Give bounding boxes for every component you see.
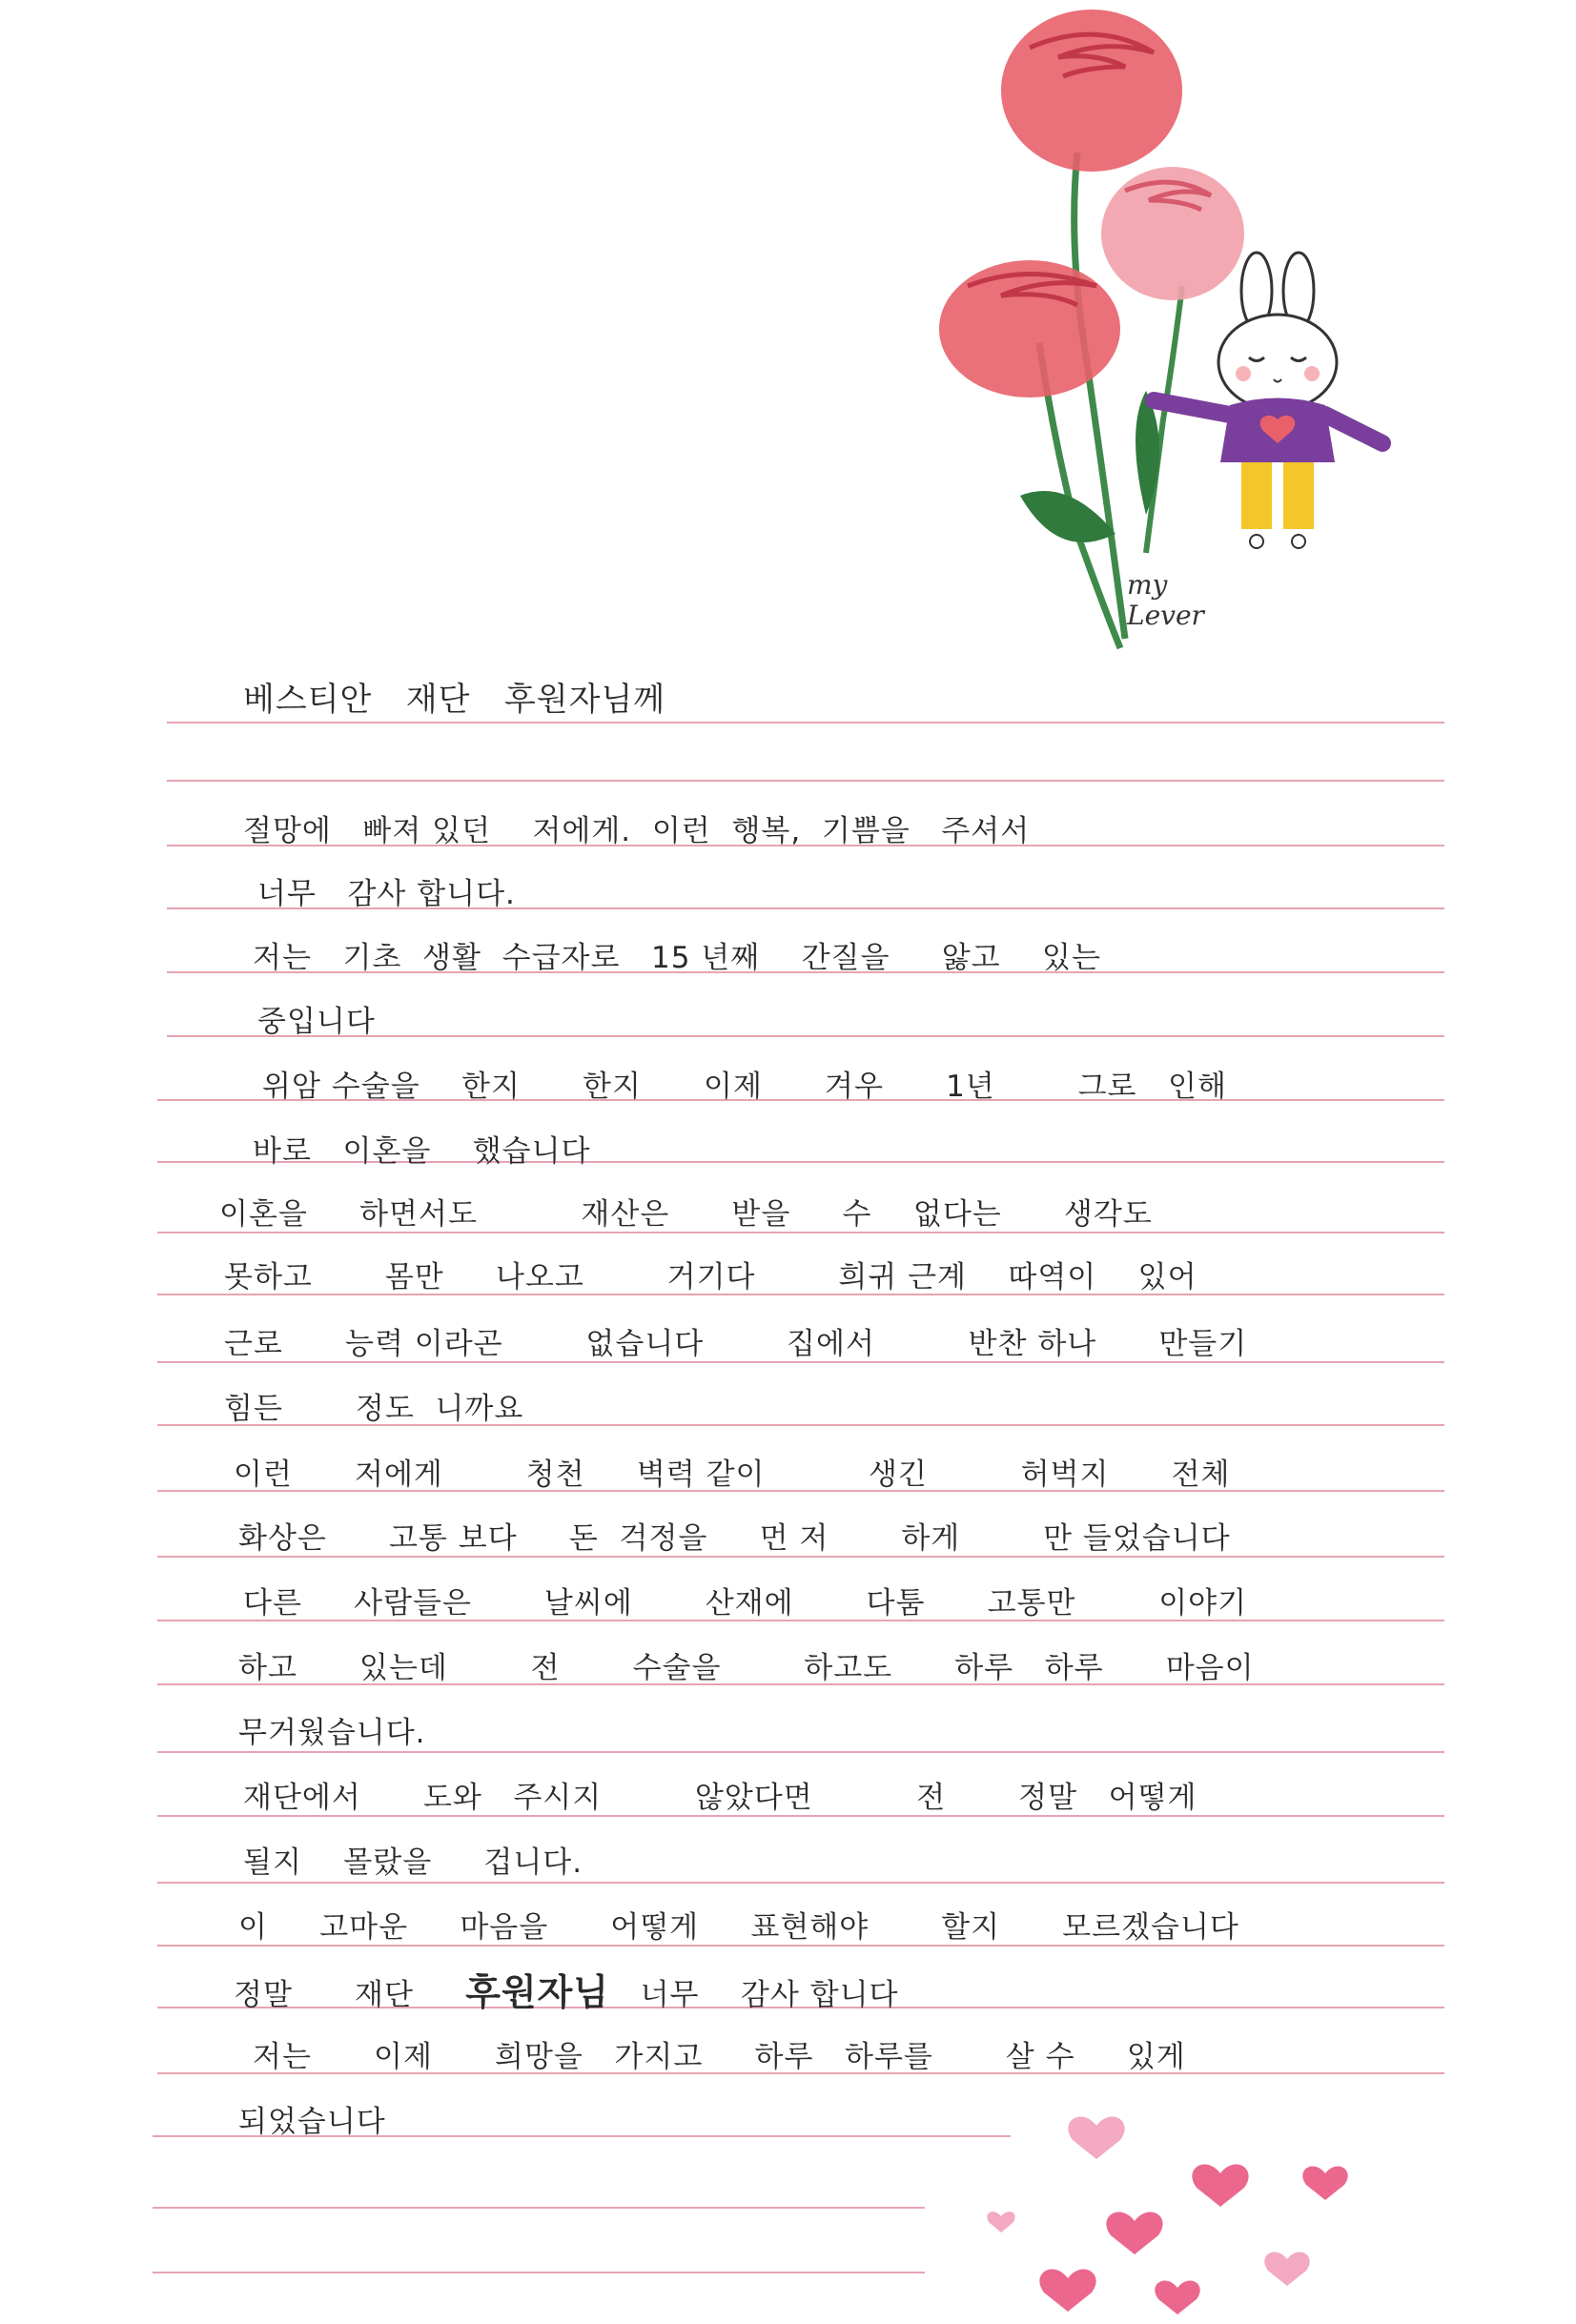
letter-line: 저는 이제 희망을 가지고 하루 하루를 살 수 있게 xyxy=(253,2040,1186,2074)
letter-line xyxy=(234,1973,1521,2014)
letter-line-part: 정말 재단 xyxy=(234,1978,466,2012)
signature-line1: my xyxy=(1127,569,1168,601)
letter-line: 위암 수술을 한지 한지 이제 겨우 1년 그로 인해 xyxy=(262,1070,1227,1104)
letter-line: 중입니다 xyxy=(257,1005,376,1039)
letter-line-part: 너무 감사 합니다 xyxy=(609,1978,899,2012)
signature-line2: Lever xyxy=(1127,600,1204,631)
heart-icon xyxy=(987,2212,1014,2232)
heart-icon xyxy=(1068,2117,1124,2159)
heart-icon xyxy=(1039,2270,1095,2312)
letter-line: 바로 이혼을 했습니다 xyxy=(253,1134,591,1169)
letter-emphasis: 후원자님 xyxy=(465,1973,610,2013)
letter-line: 무거웠습니다. xyxy=(238,1716,426,1750)
letter-line: 이혼을 하면서도 재산은 받을 수 없다는 생각도 xyxy=(219,1197,1153,1232)
letter-line: 못하고 몸만 나오고 거기다 희귀 근계 따역이 있어 xyxy=(224,1260,1197,1295)
letter-line: 저는 기초 생활 수급자로 15 년째 간질을 앓고 있는 xyxy=(253,941,1101,975)
letter-line: 너무 감사 합니다. xyxy=(257,877,516,911)
heart-icon xyxy=(1264,2252,1309,2286)
letter-line: 근로 능력 이라곤 없습니다 집에서 반찬 하나 만들기 xyxy=(224,1327,1248,1361)
ruled-line xyxy=(153,2272,925,2273)
heart-icon xyxy=(1192,2165,1248,2207)
hearts-decoration xyxy=(972,2097,1392,2324)
letter-line: 다른 사람들은 날씨에 산재에 다툼 고통만 이야기 xyxy=(243,1586,1248,1621)
letter-line: 되었습니다 xyxy=(238,2105,386,2139)
ruled-line xyxy=(153,2207,925,2209)
letter-salutation: 베스티안 재단 후원자님께 xyxy=(243,681,666,719)
letter-line: 이런 저에게 청천 벽력 같이 생긴 허벅지 전체 xyxy=(234,1458,1231,1492)
heart-icon xyxy=(1155,2280,1199,2314)
heart-icon xyxy=(1106,2212,1162,2254)
ruled-line xyxy=(167,722,1444,724)
letter-line: 절망에 빠져 있던 저에게. 이런 행복, 기쁨을 주셔서 xyxy=(243,814,1031,848)
heart-icon xyxy=(1302,2166,1347,2200)
letter-line: 화상은 고통 보다 돈 걱정을 먼 저 하게 만 들었습니다 xyxy=(238,1521,1231,1556)
letter-line: 될지 몰랐을 겁니다. xyxy=(243,1845,583,1880)
ruled-line xyxy=(157,1882,1444,1884)
letter-line: 힘든 정도 니까요 xyxy=(224,1392,524,1426)
rose-bunny-illustration xyxy=(896,0,1430,667)
illustration-signature xyxy=(1127,570,1241,646)
letter-line: 재단에서 도와 주시지 않았다면 전 정말 어떻게 xyxy=(243,1781,1197,1815)
ruled-line xyxy=(167,780,1444,782)
letter-line: 이 고마운 마음을 어떻게 표현해야 할지 모르겠습니다 xyxy=(238,1910,1239,1945)
letter-line: 하고 있는데 전 수술을 하고도 하루 하루 마음이 xyxy=(238,1651,1255,1685)
